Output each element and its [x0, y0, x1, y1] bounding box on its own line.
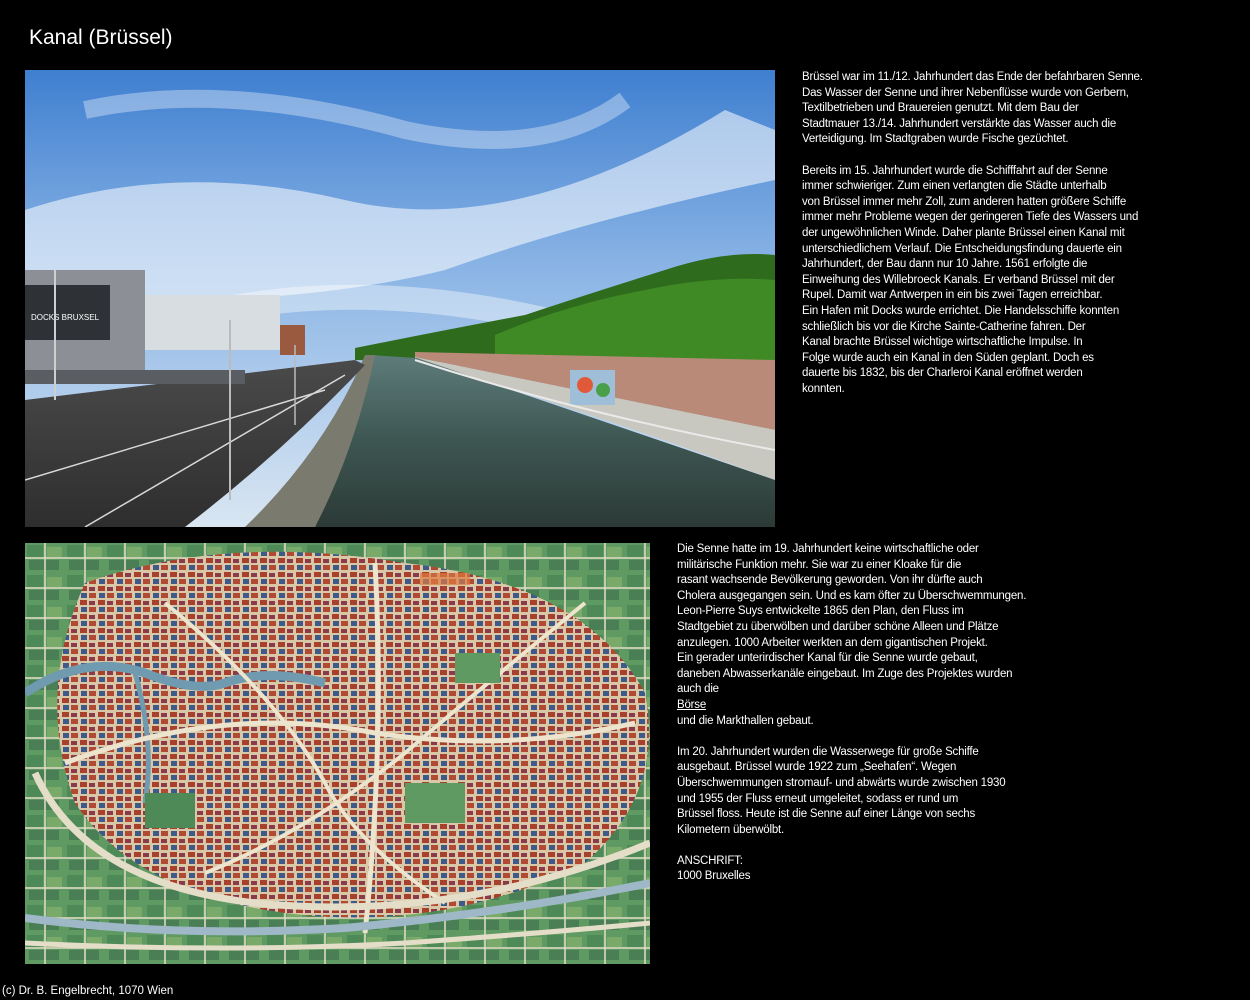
page-title: Kanal (Brüssel)	[29, 26, 173, 49]
paragraph-20th-century: Im 20. Jahrhundert wurden die Wasserwege für große Schiffe ausgebaut. Brüssel wurde 1922 zum „Seehafen“. Wegen Überschwemmungen stromauf- und abwärts wurde zwischen 1930 und 1955 der Fluss erneut umgeleitet, sodass er rund um Brüssel floss. Heute ist die Senne auf einer Länge von sechs Kilometern überwölbt.	[677, 745, 1006, 836]
canal-photo-graphic	[25, 70, 775, 527]
history-text-lower	[677, 542, 1097, 885]
canal-sign-text: DOCKS BRUXSEL	[31, 313, 100, 322]
canal-photo	[25, 70, 775, 527]
paragraph-senne-vaulting-end: und die Markthallen gebaut.	[677, 714, 814, 727]
address-label: ANSCHRIFT:	[677, 854, 743, 867]
paragraph-willebroeck-canal: Bereits im 15. Jahrhundert wurde die Schifffahrt auf der Senne immer schwieriger. Zum einen verlangten die Städte unterhalb von Brüssel immer mehr Zoll, zum anderen hatten größere Schiffe immer mehr Probleme wegen der geringeren Tiefe des Wassers und der ungewöhnlichen Winde. Daher plante Brüssel einen Kanal mit unterschiedlichem Verlauf. Die Entscheidungsfindung dauerte ein Jahrhundert, der Bau dann nur 10 Jahre. 1561 erfolgte die Einweihung des Willebroeck Kanals. Er verband Brüssel mit der Rupel. Damit war Antwerpen in ein bis zwei Tagen erreichbar. Ein Hafen mit Docks wurde errichtet. Die Handelsschiffe konnten schließlich bis vor die Kirche Sainte-Catherine fahren. Der Kanal brachte Brüssel wichtige wirtschaftliche Impulse. In Folge wurde auch ein Kanal in den Süden geplant. Doch es dauerte bis 1832, bis der Charleroi Kanal eröffnet werden konnten.	[802, 164, 1139, 395]
copyright-footer: (c) Dr. B. Engelbrecht, 1070 Wien	[2, 985, 174, 997]
historic-map-graphic	[25, 543, 650, 964]
address-value: 1000 Bruxelles	[677, 870, 751, 883]
paragraph-senne-vaulting: Die Senne hatte im 19. Jahrhundert keine wirtschaftliche oder militärische Funktion mehr. Sie war zu einer Kloake für die rasant wachsende Bevölkerung geworden. Von ihr dürfte auch Cholera ausgegangen sein. Und es kam öfter zu Überschwemmungen. Leon-Pierre Suys entwickelte 1865 den Plan, den Fluss im Stadtgebiet zu überwölben und darüber schöne Alleen und Plätze anzulegen. 1000 Arbeiter werkten an dem gigantischen Projekt. Ein gerader unterirdischer Kanal für die Senne wurde gebaut, daneben Abwasserkanäle eingebaut. Im Zuge des Projektes wurden auch die	[677, 543, 1027, 696]
history-text-upper	[802, 70, 1222, 413]
historic-map-photo	[25, 543, 650, 964]
boerse-link[interactable]: Börse	[677, 698, 707, 711]
paragraph-medieval: Brüssel war im 11./12. Jahrhundert das Ende der befahrbaren Senne. Das Wasser der Senne und ihrer Nebenflüsse wurde von Gerbern, Textilbetrieben und Brauereien genutzt. Mit dem Bau der Stadtmauer 13./14. Jahrhundert verstärkte das Wasser auch die Verteidigung. Im Stadtgraben wurde Fische gezüchtet.	[802, 71, 1143, 146]
